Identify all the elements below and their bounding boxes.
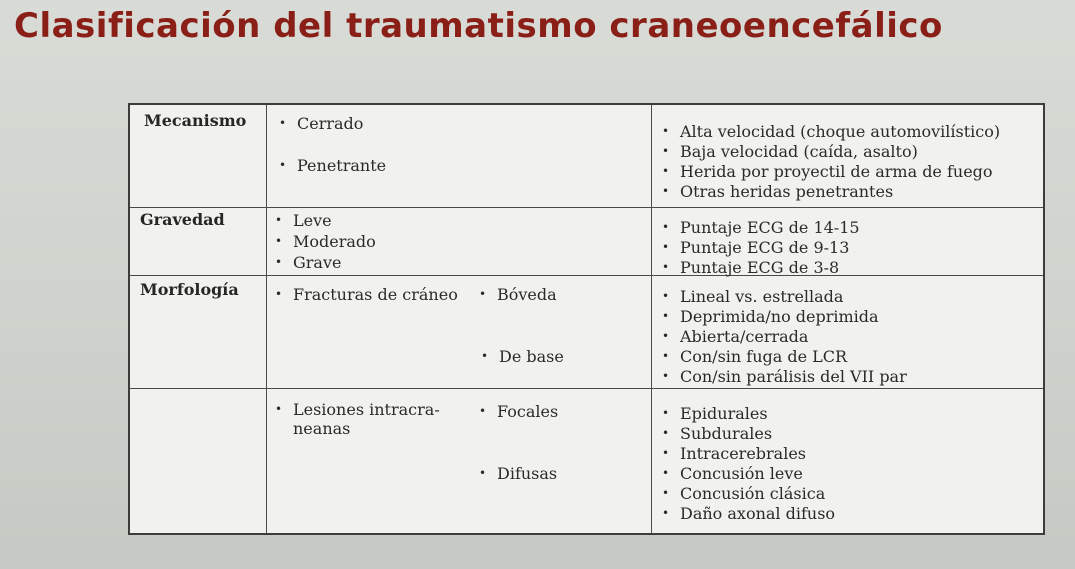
list-item: • Baja velocidad (caída, asalto) bbox=[662, 142, 918, 161]
list-item: • Puntaje ECG de 14-15 bbox=[662, 218, 860, 237]
list-item: • Moderado bbox=[275, 232, 376, 251]
list-item: • Subdurales bbox=[662, 424, 773, 443]
cell-mecanismo-types bbox=[267, 105, 652, 208]
bullet-icon: • bbox=[279, 116, 287, 130]
bullet-icon: • bbox=[279, 158, 287, 172]
list-item: • Con/sin parálisis del VII par bbox=[662, 367, 907, 386]
list-item: • Penetrante bbox=[279, 156, 387, 175]
list-item: • Cerrado bbox=[279, 114, 364, 133]
list-item: • Abierta/cerrada bbox=[662, 327, 809, 346]
cell-gravedad-label bbox=[130, 208, 267, 276]
cell-lesiones-details bbox=[652, 389, 1043, 533]
list-item: • Intracerebrales bbox=[662, 444, 807, 463]
list-item: • Difusas bbox=[479, 464, 558, 483]
cell-mecanismo-label bbox=[130, 105, 267, 208]
list-item: • Alta velocidad (choque automovilístico) bbox=[662, 122, 1001, 141]
list-item: • Con/sin fuga de LCR bbox=[662, 347, 848, 366]
list-item: • Puntaje ECG de 3-8 bbox=[662, 258, 840, 277]
row-label-mecanismo: Mecanismo bbox=[144, 111, 247, 130]
list-item: • Concusión leve bbox=[662, 464, 803, 483]
list-item: • Fracturas de cráneo bbox=[275, 285, 458, 304]
list-item: • Deprimida/no deprimida bbox=[662, 307, 879, 326]
slide-title: Clasificación del traumatismo craneoencefálico bbox=[14, 6, 943, 46]
list-item: • Daño axonal difuso bbox=[662, 504, 836, 523]
list-item: • Puntaje ECG de 9-13 bbox=[662, 238, 850, 257]
list-item: • Otras heridas penetrantes bbox=[662, 182, 894, 201]
list-item: • Lineal vs. estrellada bbox=[662, 287, 844, 306]
list-item: • Herida por proyectil de arma de fuego bbox=[662, 162, 993, 181]
wrapped-text: neanas bbox=[293, 419, 351, 438]
row-label-morfologia: Morfología bbox=[140, 280, 239, 299]
list-item: • Bóveda bbox=[479, 285, 557, 304]
cell-gravedad-details bbox=[652, 208, 1043, 276]
cell-morfologia-fracturas bbox=[267, 276, 652, 389]
list-item: • Epidurales bbox=[662, 404, 768, 423]
list-item: • Leve bbox=[275, 211, 332, 230]
row-label-gravedad: Gravedad bbox=[140, 210, 225, 229]
list-item: • De base bbox=[481, 347, 564, 366]
list-item: • Focales bbox=[479, 402, 559, 421]
cell-lesiones bbox=[267, 389, 652, 533]
cell-gravedad-types bbox=[267, 208, 652, 276]
list-item: • Grave bbox=[275, 253, 342, 272]
classification-table bbox=[128, 103, 1045, 535]
cell-lesiones-label bbox=[130, 389, 267, 533]
list-item: • Concusión clásica bbox=[662, 484, 826, 503]
cell-morfologia-fracturas-details bbox=[652, 276, 1043, 389]
cell-mecanismo-details bbox=[652, 105, 1043, 208]
cell-morfologia-label bbox=[130, 276, 267, 389]
list-item: • Lesiones intracra- bbox=[275, 400, 440, 419]
